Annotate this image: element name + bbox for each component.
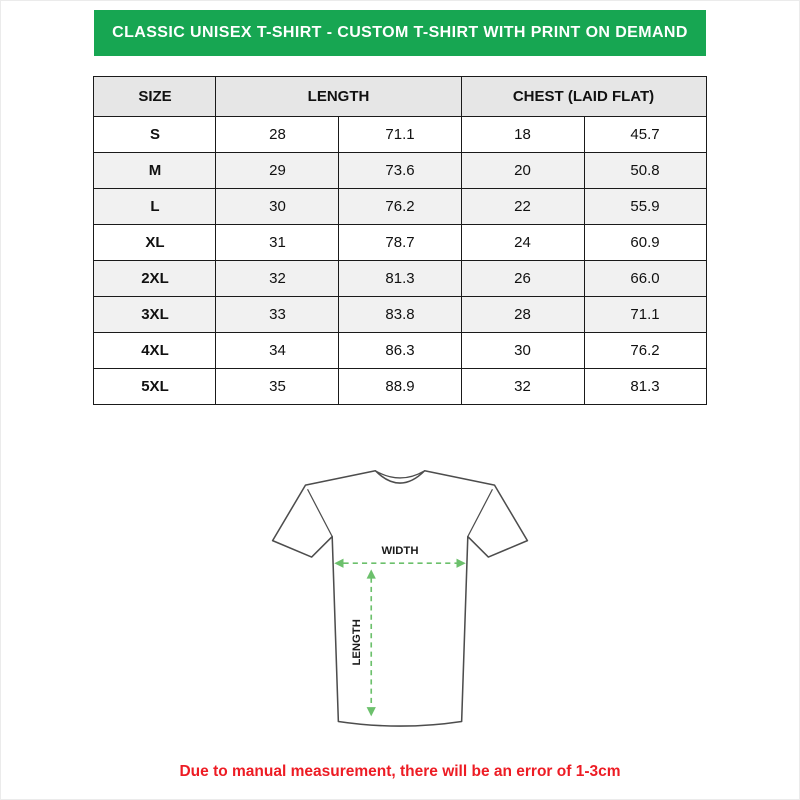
- size-cell: L: [94, 189, 216, 225]
- tshirt-outline: [273, 471, 528, 726]
- tshirt-diagram-svg: [256, 442, 544, 742]
- chest-cm-cell: 81.3: [584, 369, 706, 405]
- length-in-cell: 34: [216, 333, 339, 369]
- table-row: [94, 297, 706, 333]
- table-row: [94, 189, 706, 225]
- table-row: [94, 369, 706, 405]
- chest-in-cell: 30: [461, 333, 584, 369]
- length-in-cell: 32: [216, 261, 339, 297]
- table-row: [94, 261, 706, 297]
- length-in-cell: 35: [216, 369, 339, 405]
- table-row: [94, 225, 706, 261]
- length-cm-cell: 71.1: [339, 117, 461, 153]
- length-in-cell: 28: [216, 117, 339, 153]
- length-cm-cell: 73.6: [339, 153, 461, 189]
- size-cell: 5XL: [94, 369, 216, 405]
- table-header-row: [94, 77, 706, 117]
- chest-cm-cell: 76.2: [584, 333, 706, 369]
- size-cell: 2XL: [94, 261, 216, 297]
- size-cell: XL: [94, 225, 216, 261]
- chest-cm-cell: 71.1: [584, 297, 706, 333]
- table-row: [94, 117, 706, 153]
- length-in-cell: 30: [216, 189, 339, 225]
- measurement-diagram: [1, 442, 799, 747]
- size-cell: M: [94, 153, 216, 189]
- chest-cm-cell: 55.9: [584, 189, 706, 225]
- length-in-cell: 29: [216, 153, 339, 189]
- measurement-error-note: Due to manual measurement, there will be an error of 1-3cm: [179, 763, 621, 780]
- length-in-cell: 31: [216, 225, 339, 261]
- title-banner: [94, 10, 706, 56]
- page-title: CLASSIC UNISEX T-SHIRT - CUSTOM T-SHIRT WITH PRINT ON DEMAND: [112, 24, 688, 41]
- length-cm-cell: 83.8: [339, 297, 461, 333]
- header-length: LENGTH: [216, 77, 461, 117]
- chest-cm-cell: 45.7: [584, 117, 706, 153]
- chest-in-cell: 20: [461, 153, 584, 189]
- size-cell: S: [94, 117, 216, 153]
- size-cell: 4XL: [94, 333, 216, 369]
- chest-in-cell: 24: [461, 225, 584, 261]
- table-row: [94, 333, 706, 369]
- chest-cm-cell: 50.8: [584, 153, 706, 189]
- chest-in-cell: 26: [461, 261, 584, 297]
- chest-in-cell: 18: [461, 117, 584, 153]
- chest-cm-cell: 60.9: [584, 225, 706, 261]
- length-cm-cell: 78.7: [339, 225, 461, 261]
- length-in-cell: 33: [216, 297, 339, 333]
- length-label: LENGTH: [350, 619, 363, 666]
- length-cm-cell: 86.3: [339, 333, 461, 369]
- size-chart-table: [93, 76, 706, 405]
- table-row: [94, 153, 706, 189]
- chest-cm-cell: 66.0: [584, 261, 706, 297]
- header-size: SIZE: [94, 77, 216, 117]
- width-label: WIDTH: [381, 544, 419, 557]
- length-cm-cell: 81.3: [339, 261, 461, 297]
- chest-in-cell: 32: [461, 369, 584, 405]
- length-cm-cell: 76.2: [339, 189, 461, 225]
- header-chest: CHEST (LAID FLAT): [461, 77, 706, 117]
- size-cell: 3XL: [94, 297, 216, 333]
- chest-in-cell: 22: [461, 189, 584, 225]
- length-cm-cell: 88.9: [339, 369, 461, 405]
- chest-in-cell: 28: [461, 297, 584, 333]
